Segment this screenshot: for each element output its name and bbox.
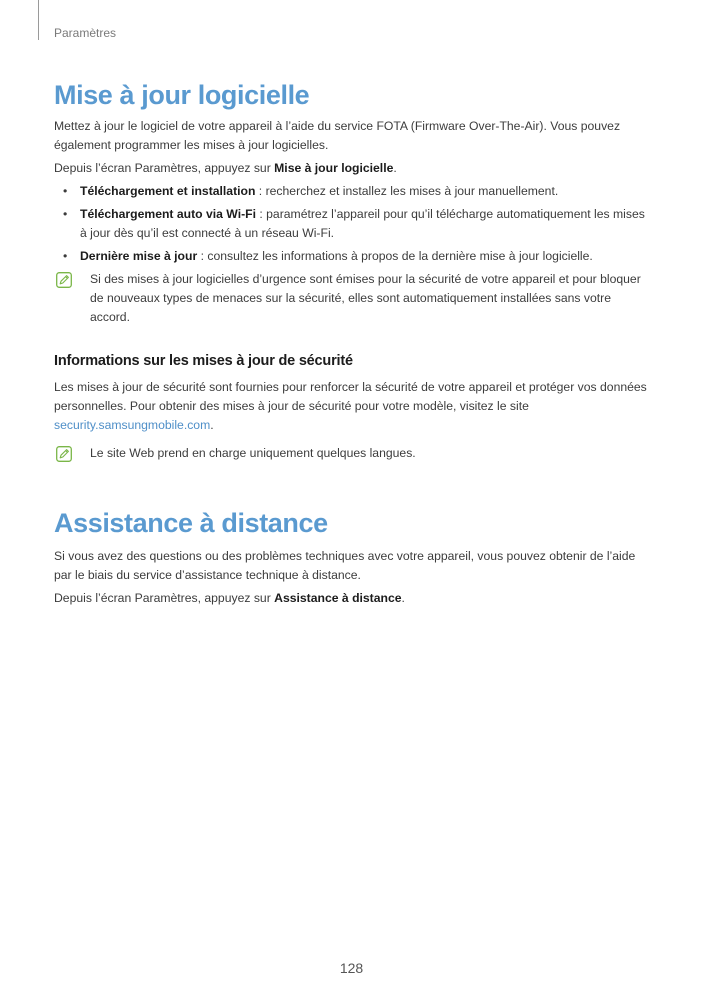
software-update-intro: Mettez à jour le logiciel de votre appareil à l’aide du service FOTA (Firmware Over-The-Air). Vous pouvez également programmer les mises à jour logicielles. — [54, 119, 621, 152]
header-rule — [38, 0, 39, 40]
note-text: Si des mises à jour logicielles d’urgence sont émises pour la sécurité de votre appareil et pour bloquer de nouveaux types de menaces sur la sécurité, elles sont automatiquement installées sans votre accord. — [90, 272, 641, 324]
remote-support-path: Depuis l’écran Paramètres, appuyez sur Assistance à distance. — [54, 591, 405, 605]
running-header: Paramètres — [54, 26, 117, 40]
security-updates-text: Les mises à jour de sécurité sont fournies pour renforcer la sécurité de votre appareil et protéger vos données personnelles. Pour obtenir des mises à jour de sécurité pour votre modèle, visitez le site security.samsungmobile.com. — [54, 380, 647, 432]
section-title-software-update: Mise à jour logicielle — [54, 80, 310, 110]
page-content — [54, 80, 654, 608]
software-update-path: Depuis l’écran Paramètres, appuyez sur Mise à jour logicielle. — [54, 161, 397, 175]
note-text: Le site Web prend en charge uniquement quelques langues. — [90, 446, 416, 460]
list-item: • Dernière mise à jour : consultez les informations à propos de la dernière mise à jour logicielle. — [63, 249, 593, 263]
note-pencil-icon — [56, 446, 72, 462]
note-languages — [54, 444, 654, 463]
software-update-options — [54, 182, 654, 266]
list-item: • Téléchargement et installation : recherchez et installez les mises à jour manuellement. — [63, 184, 559, 198]
section-title-remote-support: Assistance à distance — [54, 508, 328, 538]
remote-support-intro: Si vous avez des questions ou des problèmes techniques avec votre appareil, vous pouvez obtenir de l’aide par le biais du service d’assistance technique à distance. — [54, 549, 636, 582]
page-number: 128 — [339, 960, 364, 976]
subsection-title-security-updates: Informations sur les mises à jour de sécurité — [54, 353, 353, 369]
list-item: • Téléchargement auto via Wi-Fi : paramétrez l’appareil pour qu’il télécharge automatiquement les mises à jour dès qu’il est connecté à un réseau Wi-Fi. — [63, 207, 645, 240]
note-emergency-updates — [54, 270, 654, 327]
note-pencil-icon — [56, 272, 72, 288]
security-site-link[interactable]: security.samsungmobile.com — [54, 418, 211, 432]
